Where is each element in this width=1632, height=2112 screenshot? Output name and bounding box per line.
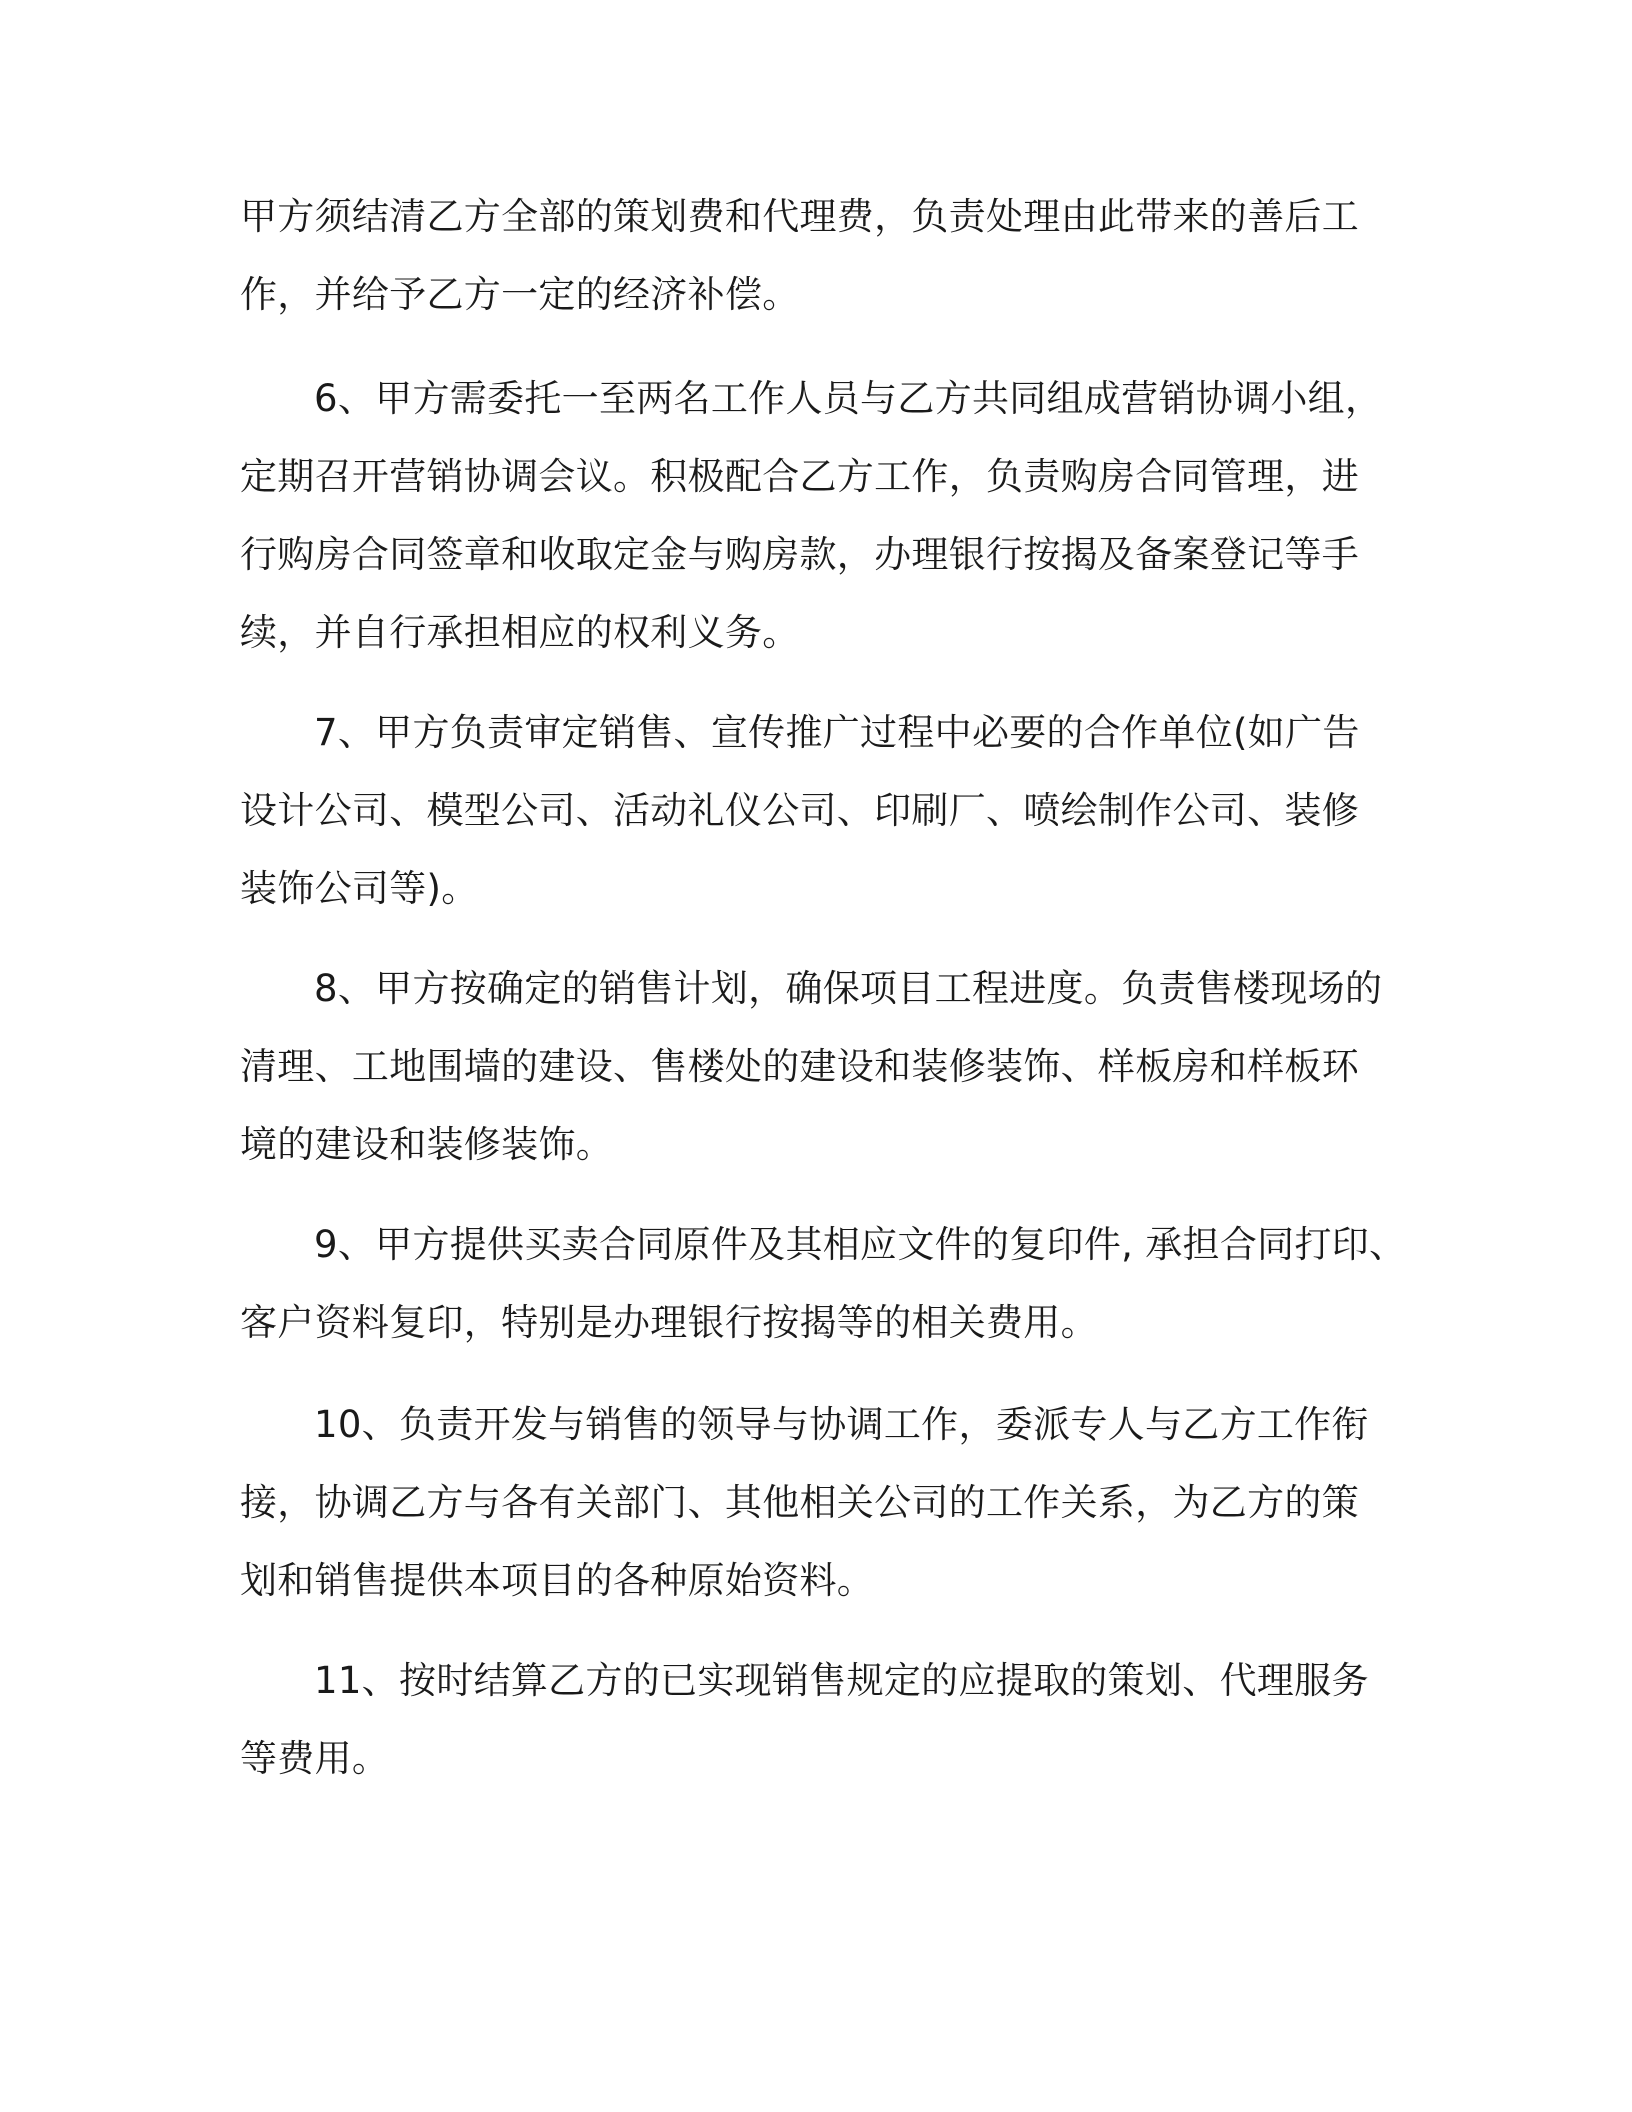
text-line: 作，并给予乙方一定的经济补偿。: [240, 273, 800, 316]
paragraph-9: [240, 1206, 1407, 1362]
text-line: 8、甲方按确定的销售计划，确保项目工程进度。负责售楼现场的: [314, 967, 1383, 1010]
text-line: 10、负责开发与销售的领导与协调工作，委派专人与乙方工作衔: [314, 1403, 1369, 1446]
text-line: 行购房合同签章和收取定金与购房款，办理银行按揭及备案登记等手: [240, 533, 1359, 576]
text-line: 清理、工地围墙的建设、售楼处的建设和装修装饰、样板房和样板环: [240, 1045, 1359, 1088]
text-line: 续，并自行承担相应的权利义务。: [240, 611, 800, 654]
paragraph-continued: [240, 178, 1380, 334]
text-line: 7、甲方负责审定销售、宣传推广过程中必要的合作单位(如广告: [314, 711, 1360, 754]
paragraph-11: [240, 1642, 1380, 1798]
text-line: 9、甲方提供买卖合同原件及其相应文件的复印件, 承担合同打印、: [314, 1223, 1407, 1266]
text-line: 设计公司、模型公司、活动礼仪公司、印刷厂、喷绘制作公司、装修: [240, 789, 1359, 832]
text-line: 定期召开营销协调会议。积极配合乙方工作，负责购房合同管理，进: [240, 455, 1359, 498]
paragraph-8: [240, 950, 1383, 1184]
text-line: 11、按时结算乙方的已实现销售规定的应提取的策划、代理服务: [314, 1659, 1369, 1702]
text-line: 装饰公司等)。: [240, 867, 479, 910]
text-line: 甲方须结清乙方全部的策划费和代理费，负责处理由此带来的善后工: [240, 195, 1359, 238]
paragraph-7: [240, 694, 1380, 928]
text-line: 等费用。: [240, 1737, 390, 1780]
paragraph-6: [240, 360, 1383, 672]
text-line: 境的建设和装修装饰。: [240, 1123, 613, 1166]
text-line: 接，协调乙方与各有关部门、其他相关公司的工作关系，为乙方的策: [240, 1481, 1359, 1524]
text-line: 客户资料复印，特别是办理银行按揭等的相关费用。: [240, 1301, 1098, 1344]
paragraph-10: [240, 1386, 1380, 1620]
text-line: 6、甲方需委托一至两名工作人员与乙方共同组成营销协调小组，: [314, 377, 1383, 420]
text-line: 划和销售提供本项目的各种原始资料。: [240, 1559, 875, 1602]
